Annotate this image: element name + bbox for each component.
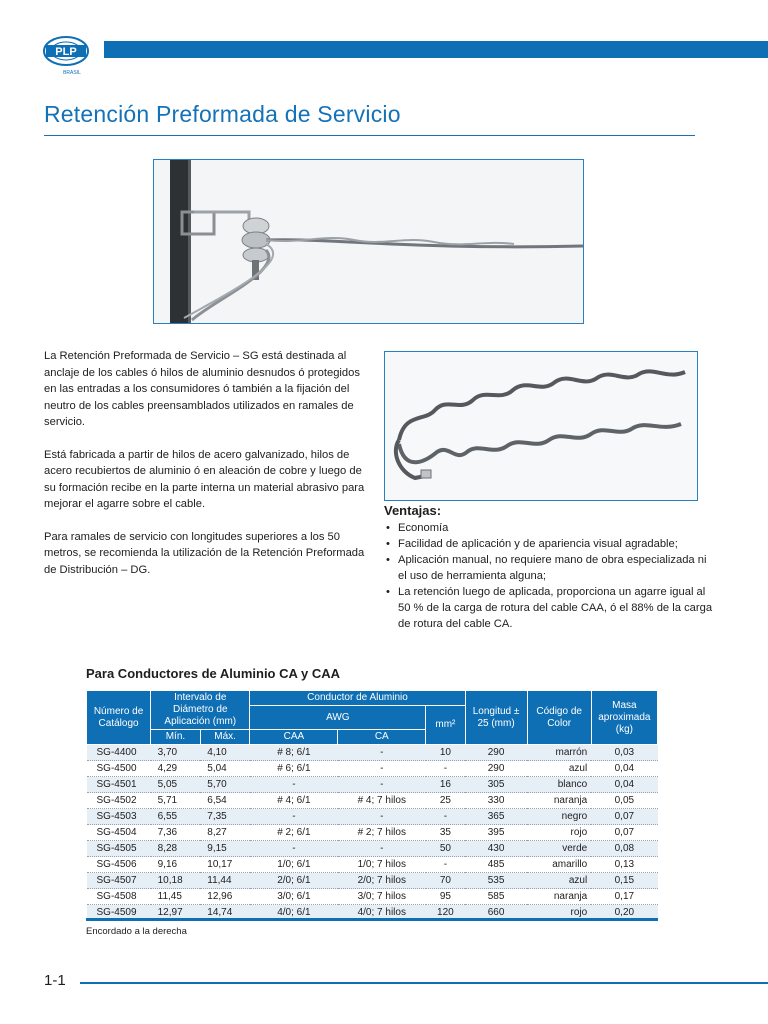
section-mm2-cell: 35 xyxy=(426,825,465,841)
header-min: Mín. xyxy=(151,730,201,745)
section-mm2-cell: - xyxy=(426,857,465,873)
advantage-item: • Facilidad de aplicación y de apariencia visual agradable; xyxy=(384,536,714,552)
section-mm2-cell: 95 xyxy=(426,889,465,905)
section-mm2-cell: 25 xyxy=(426,793,465,809)
table-row xyxy=(87,841,658,857)
awg-ca-cell: 3/0; 7 hilos xyxy=(338,889,426,905)
catalog-number-cell: SG-4505 xyxy=(87,841,151,857)
section-mm2-cell: 10 xyxy=(426,745,465,761)
header-max: Máx. xyxy=(200,730,250,745)
table-row xyxy=(87,825,658,841)
intro-text xyxy=(44,348,372,594)
advantages-list xyxy=(384,520,714,632)
advantage-item: • Aplicación manual, no requiere mano de obra especializada ni el uso de herramienta alguna; xyxy=(384,552,714,584)
spec-table xyxy=(86,690,658,921)
table-note: Encordado a la derecha xyxy=(86,926,187,937)
section-mm2-cell: - xyxy=(426,761,465,777)
min-diameter-cell: 6,55 xyxy=(151,809,201,825)
header-length: Longitud ± 25 (mm) xyxy=(465,691,527,745)
min-diameter-cell: 12,97 xyxy=(151,905,201,921)
length-cell: 430 xyxy=(465,841,527,857)
table-row xyxy=(87,777,658,793)
table-row xyxy=(87,761,658,777)
length-cell: 535 xyxy=(465,873,527,889)
awg-caa-cell: - xyxy=(250,809,338,825)
length-cell: 290 xyxy=(465,745,527,761)
max-diameter-cell: 6,54 xyxy=(200,793,250,809)
min-diameter-cell: 11,45 xyxy=(151,889,201,905)
color-code-cell: amarillo xyxy=(527,857,591,873)
table-bottom-rule xyxy=(86,918,658,921)
catalog-number-cell: SG-4500 xyxy=(87,761,151,777)
max-diameter-cell: 11,44 xyxy=(200,873,250,889)
awg-caa-cell: - xyxy=(250,841,338,857)
header-caa: CAA xyxy=(250,730,338,745)
awg-caa-cell: 4/0; 6/1 xyxy=(250,905,338,921)
awg-ca-cell: - xyxy=(338,761,426,777)
color-code-cell: azul xyxy=(527,873,591,889)
color-code-cell: rojo xyxy=(527,825,591,841)
plp-logo xyxy=(42,34,100,78)
min-diameter-cell: 8,28 xyxy=(151,841,201,857)
mass-cell: 0,15 xyxy=(591,873,657,889)
mass-cell: 0,07 xyxy=(591,809,657,825)
advantage-item: • La retención luego de aplicada, proporciona un agarre igual al 50 % de la carga de rotura del cable CAA, ó el 88% de la carga de rotura del cable CA. xyxy=(384,584,714,632)
color-code-cell: verde xyxy=(527,841,591,857)
min-diameter-cell: 4,29 xyxy=(151,761,201,777)
header-bar xyxy=(104,41,768,58)
table-row xyxy=(87,873,658,889)
header-color: Código de Color xyxy=(527,691,591,745)
product-photo xyxy=(384,351,698,501)
min-diameter-cell: 3,70 xyxy=(151,745,201,761)
table-row xyxy=(87,857,658,873)
length-cell: 305 xyxy=(465,777,527,793)
footer-rule xyxy=(80,982,768,984)
awg-caa-cell: 1/0; 6/1 xyxy=(250,857,338,873)
table-row xyxy=(87,889,658,905)
section-mm2-cell: 120 xyxy=(426,905,465,921)
min-diameter-cell: 5,05 xyxy=(151,777,201,793)
awg-caa-cell: # 2; 6/1 xyxy=(250,825,338,841)
length-cell: 330 xyxy=(465,793,527,809)
color-code-cell: marrón xyxy=(527,745,591,761)
min-diameter-cell: 7,36 xyxy=(151,825,201,841)
header-conductor: Conductor de Aluminio xyxy=(250,691,465,706)
catalog-number-cell: SG-4508 xyxy=(87,889,151,905)
header-mm2: mm² xyxy=(426,706,465,745)
advantages-section xyxy=(384,503,714,632)
color-code-cell: azul xyxy=(527,761,591,777)
header-range: Intervalo de Diámetro de Aplicación (mm) xyxy=(151,691,250,730)
installation-photo xyxy=(153,159,584,324)
awg-ca-cell: # 2; 7 hilos xyxy=(338,825,426,841)
color-code-cell: naranja xyxy=(527,889,591,905)
catalog-number-cell: SG-4502 xyxy=(87,793,151,809)
intro-paragraph-3: Para ramales de servicio con longitudes superiores a los 50 metros, se recomienda la utilización de la Retención Preformada de Distribución – DG. xyxy=(44,530,365,576)
mass-cell: 0,08 xyxy=(591,841,657,857)
awg-caa-cell: # 4; 6/1 xyxy=(250,793,338,809)
length-cell: 395 xyxy=(465,825,527,841)
title-divider xyxy=(44,135,695,136)
table-row xyxy=(87,809,658,825)
awg-ca-cell: # 4; 7 hilos xyxy=(338,793,426,809)
intro-paragraph-2: Está fabricada a partir de hilos de acero galvanizado, hilos de acero recubiertos de aluminio ó en aleación de cobre y luego de su formación recibe en la parte interna un material abrasivo para mejorar el agarre sobre el cable. xyxy=(44,448,365,510)
catalog-number-cell: SG-4503 xyxy=(87,809,151,825)
max-diameter-cell: 14,74 xyxy=(200,905,250,921)
length-cell: 365 xyxy=(465,809,527,825)
color-code-cell: negro xyxy=(527,809,591,825)
max-diameter-cell: 7,35 xyxy=(200,809,250,825)
mass-cell: 0,17 xyxy=(591,889,657,905)
catalog-number-cell: SG-4504 xyxy=(87,825,151,841)
table-title: Para Conductores de Aluminio CA y CAA xyxy=(86,666,341,681)
section-mm2-cell: 50 xyxy=(426,841,465,857)
mass-cell: 0,04 xyxy=(591,761,657,777)
header-awg: AWG xyxy=(250,706,426,730)
max-diameter-cell: 9,15 xyxy=(200,841,250,857)
min-diameter-cell: 10,18 xyxy=(151,873,201,889)
awg-ca-cell: - xyxy=(338,777,426,793)
logo-text: PLP xyxy=(55,46,77,58)
max-diameter-cell: 5,70 xyxy=(200,777,250,793)
length-cell: 290 xyxy=(465,761,527,777)
mass-cell: 0,03 xyxy=(591,745,657,761)
awg-caa-cell: 2/0; 6/1 xyxy=(250,873,338,889)
max-diameter-cell: 8,27 xyxy=(200,825,250,841)
max-diameter-cell: 5,04 xyxy=(200,761,250,777)
max-diameter-cell: 12,96 xyxy=(200,889,250,905)
catalog-number-cell: SG-4506 xyxy=(87,857,151,873)
header-ca: CA xyxy=(338,730,426,745)
spec-table-body xyxy=(87,745,658,921)
mass-cell: 0,04 xyxy=(591,777,657,793)
awg-caa-cell: # 8; 6/1 xyxy=(250,745,338,761)
length-cell: 660 xyxy=(465,905,527,921)
table-row xyxy=(87,745,658,761)
header-catalog: Número de Catálogo xyxy=(87,691,151,745)
intro-paragraph-1: La Retención Preformada de Servicio – SG está destinada al anclaje de los cables ó hilos de aluminio desnudos ó protegidos en las entradas a los consumidores ó también a la fijación del neutro de los cables preensamblados utilizados en ramales de servicio. xyxy=(44,350,360,428)
awg-caa-cell: # 6; 6/1 xyxy=(250,761,338,777)
advantages-heading: Ventajas: xyxy=(384,503,442,518)
awg-caa-cell: 3/0; 6/1 xyxy=(250,889,338,905)
awg-ca-cell: 1/0; 7 hilos xyxy=(338,857,426,873)
min-diameter-cell: 5,71 xyxy=(151,793,201,809)
awg-ca-cell: 2/0; 7 hilos xyxy=(338,873,426,889)
awg-ca-cell: - xyxy=(338,745,426,761)
awg-caa-cell: - xyxy=(250,777,338,793)
section-mm2-cell: 16 xyxy=(426,777,465,793)
page-number: 1-1 xyxy=(44,972,66,989)
color-code-cell: naranja xyxy=(527,793,591,809)
logo-subtext: BRASIL xyxy=(63,70,81,76)
catalog-number-cell: SG-4400 xyxy=(87,745,151,761)
awg-ca-cell: - xyxy=(338,841,426,857)
color-code-cell: rojo xyxy=(527,905,591,921)
awg-ca-cell: 4/0; 7 hilos xyxy=(338,905,426,921)
catalog-number-cell: SG-4501 xyxy=(87,777,151,793)
catalog-number-cell: SG-4509 xyxy=(87,905,151,921)
mass-cell: 0,05 xyxy=(591,793,657,809)
page-title: Retención Preformada de Servicio xyxy=(44,101,401,127)
awg-ca-cell: - xyxy=(338,809,426,825)
table-row xyxy=(87,793,658,809)
max-diameter-cell: 4,10 xyxy=(200,745,250,761)
advantage-item: • Economía xyxy=(384,520,714,536)
mass-cell: 0,20 xyxy=(591,905,657,921)
length-cell: 485 xyxy=(465,857,527,873)
color-code-cell: blanco xyxy=(527,777,591,793)
catalog-number-cell: SG-4507 xyxy=(87,873,151,889)
min-diameter-cell: 9,16 xyxy=(151,857,201,873)
mass-cell: 0,13 xyxy=(591,857,657,873)
mass-cell: 0,07 xyxy=(591,825,657,841)
header-mass: Masa aproximada (kg) xyxy=(591,691,657,745)
max-diameter-cell: 10,17 xyxy=(200,857,250,873)
section-mm2-cell: - xyxy=(426,809,465,825)
length-cell: 585 xyxy=(465,889,527,905)
section-mm2-cell: 70 xyxy=(426,873,465,889)
